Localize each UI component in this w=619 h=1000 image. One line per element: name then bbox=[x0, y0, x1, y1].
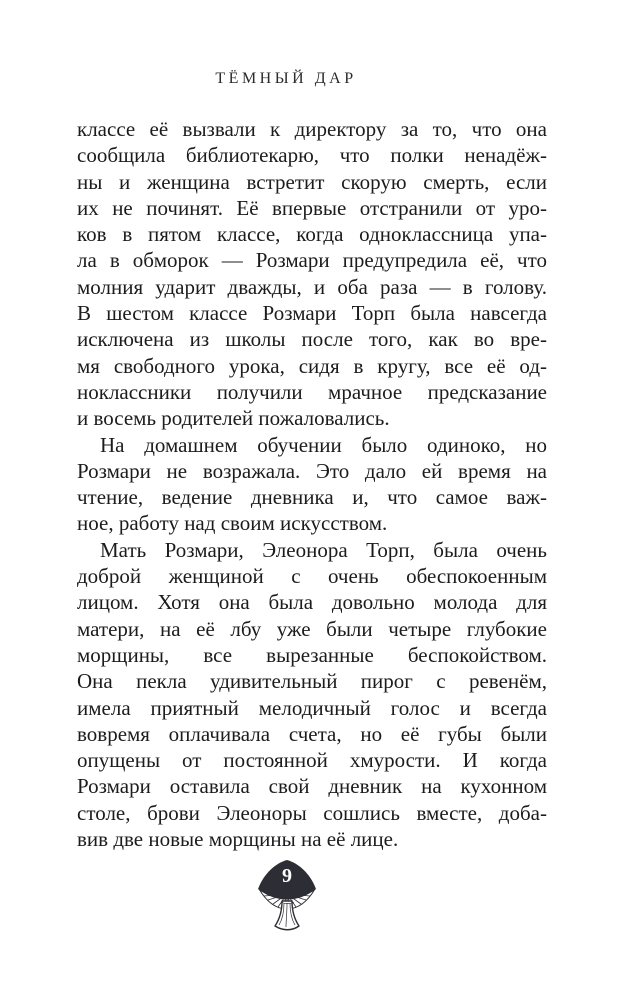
text-line: и восемь родителей пожаловались. bbox=[77, 406, 390, 431]
page-number: 9 bbox=[282, 865, 292, 887]
text-line: вив две новые морщины на её лице. bbox=[77, 827, 399, 852]
paragraph bbox=[77, 116, 547, 432]
text-line: Она пекла удивительный пирог с ревенём, bbox=[77, 669, 547, 694]
text-line: На домашнем обучении было одиноко, но bbox=[100, 432, 547, 457]
paragraph bbox=[77, 432, 547, 537]
page-footer-ornament bbox=[254, 859, 320, 933]
text-line: сообщила библиотекарю, что полки ненадёж- bbox=[77, 143, 547, 168]
running-header-title: ТЁМНЫЙ ДАР bbox=[215, 70, 357, 87]
text-line: Мать Розмари, Элеонора Торп, была очень bbox=[100, 537, 547, 562]
text-line: ков в пятом классе, когда одноклассница упа- bbox=[77, 222, 547, 247]
text-line: молния ударит дважды, и оба раза — в голову. bbox=[77, 274, 547, 299]
paragraph bbox=[77, 537, 547, 853]
text-line: Розмари не возражала. Это дало ей время на bbox=[77, 458, 547, 483]
text-line: лицом. Хотя она была довольно молода для bbox=[77, 590, 547, 615]
text-line: Розмари оставила свой дневник на кухонном bbox=[77, 774, 547, 799]
text-line: чтение, ведение дневника и, что самое важ- bbox=[77, 485, 547, 510]
text-line: исключена из школы после того, как во вре- bbox=[77, 327, 547, 352]
text-line: морщины, все вырезанные беспокойством. bbox=[77, 642, 547, 667]
text-line: ла в обморок — Розмари предупредила её, что bbox=[77, 248, 547, 273]
text-line: В шестом классе Розмари Торп была навсегда bbox=[77, 301, 547, 326]
text-line: ноклассники получили мрачное предсказание bbox=[77, 379, 547, 404]
text-block bbox=[77, 116, 547, 852]
text-line: мя свободного урока, сидя в кругу, все её од- bbox=[77, 353, 547, 378]
text-line: матери, на её лбу уже были четыре глубокие bbox=[77, 616, 547, 641]
text-line: имела приятный мелодичный голос и всегда bbox=[77, 695, 547, 720]
text-line: их не починят. Её впервые отстранили от уро- bbox=[77, 195, 547, 220]
text-line: ное, работу над своим искусством. bbox=[77, 511, 388, 536]
text-line: доброй женщиной с очень обеспокоенным bbox=[77, 564, 547, 589]
text-line: ны и женщина встретит скорую смерть, если bbox=[77, 169, 547, 194]
text-line: классе её вызвали к директору за то, что она bbox=[77, 117, 547, 141]
text-line: вовремя оплачивала счета, но её губы были bbox=[77, 721, 547, 746]
text-line: опущены от постоянной хмурости. И когда bbox=[77, 748, 547, 773]
text-line: столе, брови Элеоноры сошлись вместе, доба- bbox=[77, 800, 547, 825]
